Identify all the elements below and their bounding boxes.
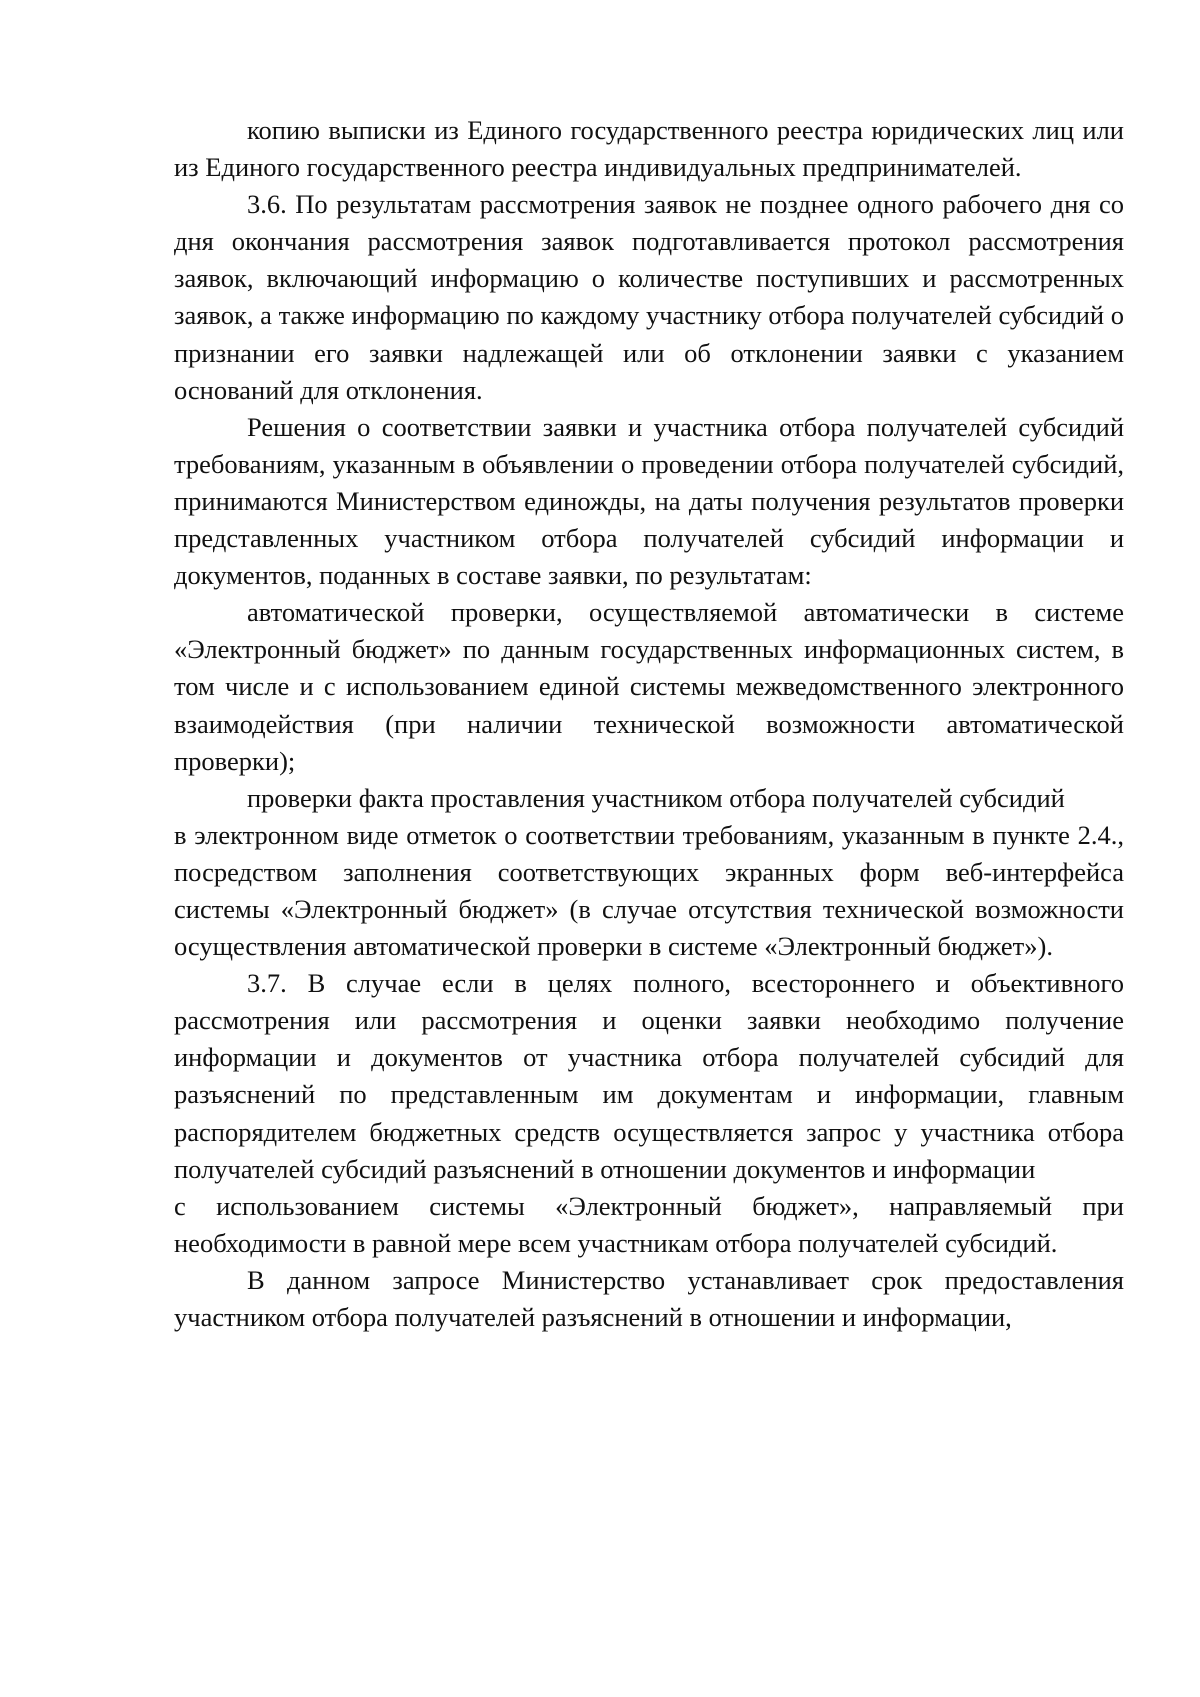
paragraph-automatic-check: автоматической проверки, осуществляемой автоматически в системе «Электронный бюджет» по данным государственных информационных систем, в том числе и с использованием единой системы межведомственного электронного взаимодействия (при наличии технической возможности автоматической проверки); xyxy=(174,597,1124,776)
paragraph-request-deadline: В данном запросе Министерство устанавливает срок предоставления участником отбора получателей разъяснений в отношении и информации, xyxy=(174,1264,1124,1332)
document-body xyxy=(174,112,1124,1336)
paragraph-3-7: 3.7. В случае если в целях полного, всестороннего и объективного рассмотрения или рассмотрения и оценки заявки необходимо получение информации и документов от участника отбора получателей субсидий для разъяснений по представленным им документам и информации, главным распорядителем бюджетных средств осуществляется запрос у участника отбора получателей субсидий разъяснений в отношении документов и информации xyxy=(174,968,1124,1184)
paragraph-electronic-marks: в электронном виде отметок о соответствии требованиям, указанным в пункте 2.4., посредством заполнения соответствующих экранных форм веб-интерфейса системы «Электронный бюджет» (в случае отсутствия технической возможности осуществления автоматической проверки в системе «Электронный бюджет»). xyxy=(174,819,1124,962)
paragraph-fact-check: проверки факта проставления участником отбора получателей субсидий xyxy=(247,782,1065,813)
paragraph-request-system: с использованием системы «Электронный бюджет», направляемый при необходимости в равной мере всем участникам отбора получателей субсидий. xyxy=(174,1190,1124,1258)
paragraph-decisions: Решения о соответствии заявки и участника отбора получателей субсидий требованиям, указанным в объявлении о проведении отбора получателей субсидий, принимаются Министерством единожды, на даты получения результатов проверки представленных участником отбора получателей субсидий информации и документов, поданных в составе заявки, по результатам: xyxy=(174,411,1124,591)
paragraph-extract-copy: копию выписки из Единого государственного реестра юридических лиц или из Единого государственного реестра индивидуальных предпринимателей. xyxy=(174,115,1124,183)
paragraph-3-6: 3.6. По результатам рассмотрения заявок не позднее одного рабочего дня со дня окончания рассмотрения заявок подготавливается протокол рассмотрения заявок, включающий информацию о количестве поступивших и рассмотренных заявок, а также информацию по каждому участнику отбора получателей субсидий о признании его заявки надлежащей или об отклонении заявки с указанием оснований для отклонения. xyxy=(174,189,1124,405)
